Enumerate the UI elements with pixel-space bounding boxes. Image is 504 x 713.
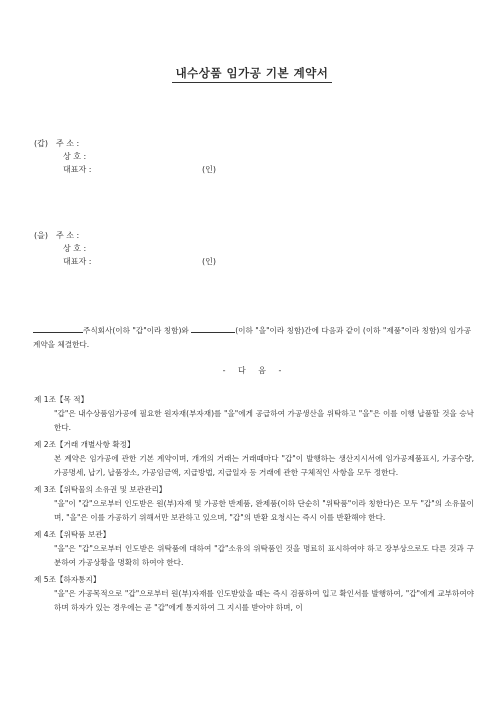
article-title: 제 4조【위탁품 보관】	[34, 530, 111, 539]
party-b-company-label: 상 호 :	[63, 244, 87, 253]
article-body: 본 계약은 임가공에 관한 기본 계약이며, 개개의 거래는 거래때마다 "갑"이 발행하는 생산지시서에 임가공제품표시, 가공수량, 가공명세, 납기, 납품장소, 가공임금액, 지급방법, 지급일자 등 거래에 관한 구체적인 사항을 모두 정한다.	[54, 454, 474, 477]
party-b-block	[34, 229, 334, 268]
article	[34, 392, 474, 435]
party-a-address-label: 주 소 :	[56, 139, 80, 148]
article	[34, 572, 474, 615]
document-title: 내수상품 임가공 기본 계약서	[172, 65, 333, 83]
article-body: "갑"은 내수상품임가공에 필요한 원자재(부자재)를 "을"에게 공급하여 가공생산을 위탁하고 "을"은 이를 이행 납품할 것을 승낙한다.	[54, 409, 474, 432]
article-title: 제 3조【위탁물의 소유권 및 보관관리】	[34, 485, 167, 494]
article	[34, 437, 474, 480]
article-title: 제 5조【하자통지】	[34, 575, 101, 584]
intro-part-1: 주식회사(이하 "갑"이라 칭함)와	[83, 326, 189, 335]
article-body: "을"은 가공목적으로 "갑"으로부터 원(부)자재를 인도받았을 때는 즉시 검품하여 입고 확인서를 발행하여, "갑"에게 교부하여야 하며 하자가 있는 경우에는 곧 "갑"에게 통지하여 그 지시를 받아야 하며, 이	[54, 589, 474, 612]
party-a-seal: (인)	[202, 165, 216, 174]
article-body: "을"이 "갑"으로부터 인도받은 원(부)자재 및 가공한 반제품, 완제품(이하 단순히 "위탁품"이라 칭한다)은 모두 "갑"의 소유물이며, "을"은 이를 가공하기 위해서만 보관하고 있으며, "갑"의 반환 요청시는 즉시 이를 반환해야 한다.	[54, 499, 474, 522]
party-a-company-label: 상 호 :	[63, 152, 87, 161]
party-a-block	[34, 137, 334, 176]
intro-paragraph	[33, 323, 473, 352]
article-list	[34, 392, 474, 617]
article	[34, 482, 474, 525]
party-a-tag: (갑)	[34, 139, 48, 148]
party-b-address-label: 주 소 :	[56, 231, 80, 240]
party-b-tag: (을)	[34, 231, 48, 240]
article-title: 제 1조【목 적】	[34, 395, 89, 404]
party-b-rep-label: 대표자 :	[63, 257, 92, 266]
intro-part-2: (이하 "을"이라 칭함)간에 다음과 같이 (이하 "제품"이라 칭함)의 임가공 계약을 체결한다.	[33, 326, 472, 349]
party-b-seal: (인)	[202, 257, 216, 266]
blank-line	[191, 323, 235, 333]
blank-line	[33, 323, 83, 333]
article-title: 제 2조【거래 개별사항 확정】	[34, 440, 135, 449]
separator-text: - 다 음 -	[222, 366, 282, 375]
article-body: "을"은 "갑"으로부터 인도받은 위탁품에 대하여 "갑"소유의 위탁품인 것을 명료히 표시하여야 하고 장부상으로도 다른 것과 구분하여 가공상황을 명확히 하여야 한다.	[54, 544, 474, 567]
article	[34, 527, 474, 570]
party-a-rep-label: 대표자 :	[63, 165, 92, 174]
